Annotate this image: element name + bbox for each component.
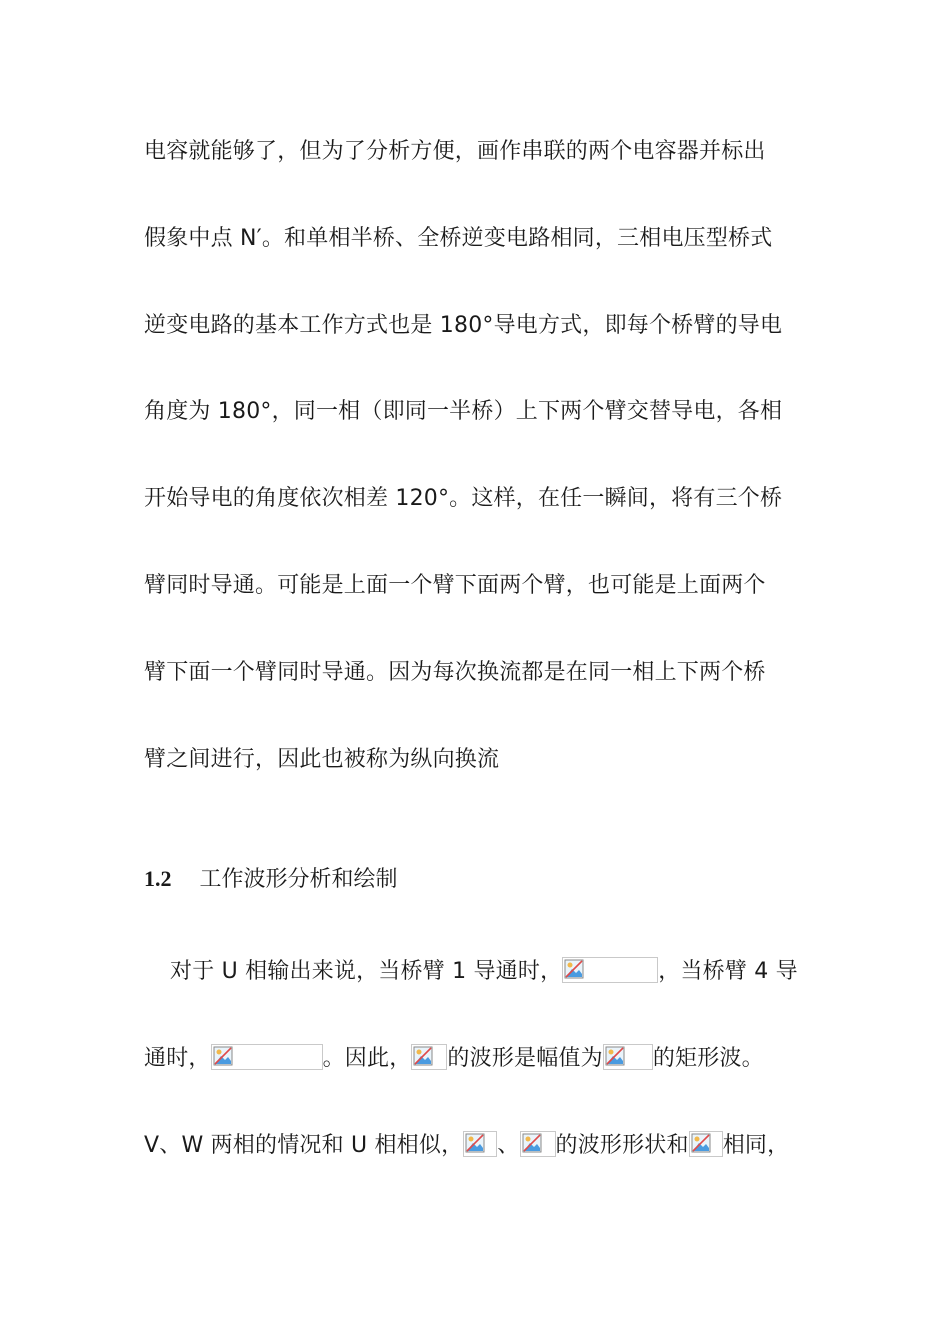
- text-run: 。因此，: [322, 1046, 412, 1071]
- broken-image-icon: [605, 1046, 625, 1066]
- section-number: 1.2: [144, 866, 172, 891]
- text-run: 的波形形状和: [555, 1133, 689, 1158]
- text-run: 相同，: [722, 1133, 790, 1158]
- section-heading: [144, 864, 398, 895]
- text-run: ，当桥臂 4 导: [658, 959, 798, 984]
- broken-image-icon: [691, 1133, 711, 1153]
- text-run: 的波形是幅值为: [447, 1046, 603, 1071]
- text-line: 假象中点 N′。和单相半桥、全桥逆变电路相同，三相电压型桥式: [144, 226, 773, 251]
- broken-image-icon: [213, 1046, 233, 1066]
- text-line: 臂同时导通。可能是上面一个臂下面两个臂，也可能是上面两个: [144, 573, 766, 598]
- text-line: 逆变电路的基本工作方式也是 180°导电方式，即每个桥臂的导电: [144, 313, 783, 338]
- broken-image-icon: [413, 1046, 433, 1066]
- text-run: 通时，: [144, 1046, 211, 1071]
- text-line: [170, 957, 798, 987]
- text-line: 臂下面一个臂同时导通。因为每次换流都是在同一相上下两个桥: [144, 660, 766, 685]
- text-run: 、: [497, 1133, 520, 1158]
- formula-image-placeholder: [411, 1044, 447, 1070]
- text-line: [144, 1044, 764, 1074]
- formula-image-placeholder: [463, 1131, 497, 1157]
- broken-image-icon: [465, 1133, 485, 1153]
- broken-image-icon: [564, 959, 584, 979]
- text-run: 对于 U 相输出来说，当桥臂 1 导通时，: [170, 959, 563, 984]
- broken-image-icon: [522, 1133, 542, 1153]
- text-line: 角度为 180°，同一相（即同一半桥）上下两个臂交替导电，各相: [144, 399, 783, 424]
- formula-image-placeholder: [562, 957, 658, 983]
- section-title: 工作波形分析和绘制: [199, 867, 398, 892]
- formula-image-placeholder: [603, 1044, 653, 1070]
- formula-image-placeholder: [689, 1131, 723, 1157]
- text-run: 的矩形波。: [652, 1046, 764, 1071]
- formula-image-placeholder: [211, 1044, 323, 1070]
- text-run: V、W 两相的情况和 U 相相似，: [144, 1133, 464, 1158]
- formula-image-placeholder: [520, 1131, 556, 1157]
- text-line: 电容就能够了，但为了分析方便，画作串联的两个电容器并标出: [144, 139, 766, 164]
- text-line: [144, 1131, 789, 1161]
- text-line: 开始导电的角度依次相差 120°。这样，在任一瞬间，将有三个桥: [144, 486, 783, 511]
- text-line: 臂之间进行，因此也被称为纵向换流: [144, 747, 500, 772]
